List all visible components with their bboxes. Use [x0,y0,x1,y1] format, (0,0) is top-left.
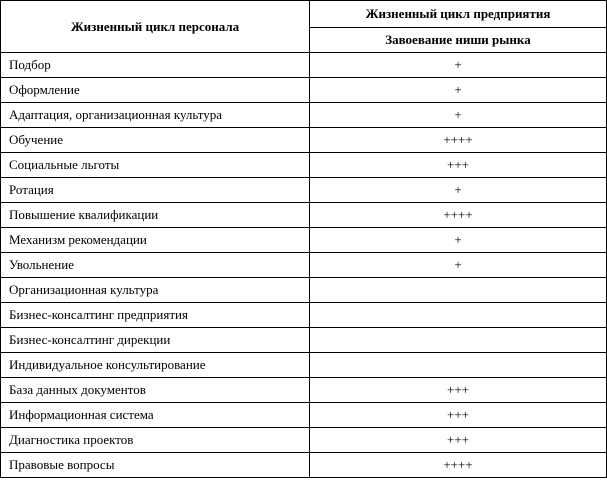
header-personnel-lifecycle: Жизненный цикл персонала [1,1,310,53]
table-row [1,453,607,478]
row-activity-name: Диагностика проектов [1,428,310,453]
row-rating-value [310,278,607,303]
table-row [1,53,607,78]
row-activity-name: Увольнение [1,253,310,278]
row-rating-value: ++++ [310,453,607,478]
table-body [1,53,607,478]
row-activity-name: Механизм рекомендации [1,228,310,253]
row-activity-name: Адаптация, организационная культура [1,103,310,128]
row-activity-name: Повышение квалификации [1,203,310,228]
row-rating-value: + [310,253,607,278]
table-row [1,303,607,328]
row-activity-name: Социальные льготы [1,153,310,178]
row-rating-value: + [310,78,607,103]
table-row [1,328,607,353]
header-enterprise-lifecycle: Жизненный цикл предприятия [310,1,607,28]
row-rating-value: + [310,103,607,128]
row-activity-name: Ротация [1,178,310,203]
row-activity-name: Обучение [1,128,310,153]
row-activity-name: Бизнес-консалтинг дирекции [1,328,310,353]
row-activity-name: Индивидуальное консультирование [1,353,310,378]
row-activity-name: Оформление [1,78,310,103]
row-activity-name: База данных документов [1,378,310,403]
row-rating-value: +++ [310,153,607,178]
table-row [1,228,607,253]
table-row [1,253,607,278]
table-row [1,378,607,403]
row-activity-name: Подбор [1,53,310,78]
table-row [1,128,607,153]
table-row [1,428,607,453]
row-activity-name: Правовые вопросы [1,453,310,478]
row-activity-name: Организационная культура [1,278,310,303]
row-rating-value: + [310,53,607,78]
table-row [1,403,607,428]
table-row [1,153,607,178]
row-rating-value: +++ [310,378,607,403]
row-rating-value: + [310,178,607,203]
table-row [1,178,607,203]
table-row [1,353,607,378]
row-activity-name: Информационная система [1,403,310,428]
table-row [1,278,607,303]
table-row [1,78,607,103]
table-row [1,103,607,128]
header-market-niche: Завоевание ниши рынка [310,28,607,53]
row-rating-value: +++ [310,403,607,428]
row-rating-value: +++ [310,428,607,453]
row-activity-name: Бизнес-консалтинг предприятия [1,303,310,328]
row-rating-value [310,328,607,353]
row-rating-value: ++++ [310,128,607,153]
row-rating-value [310,353,607,378]
row-rating-value [310,303,607,328]
row-rating-value: ++++ [310,203,607,228]
table-row [1,203,607,228]
row-rating-value: + [310,228,607,253]
